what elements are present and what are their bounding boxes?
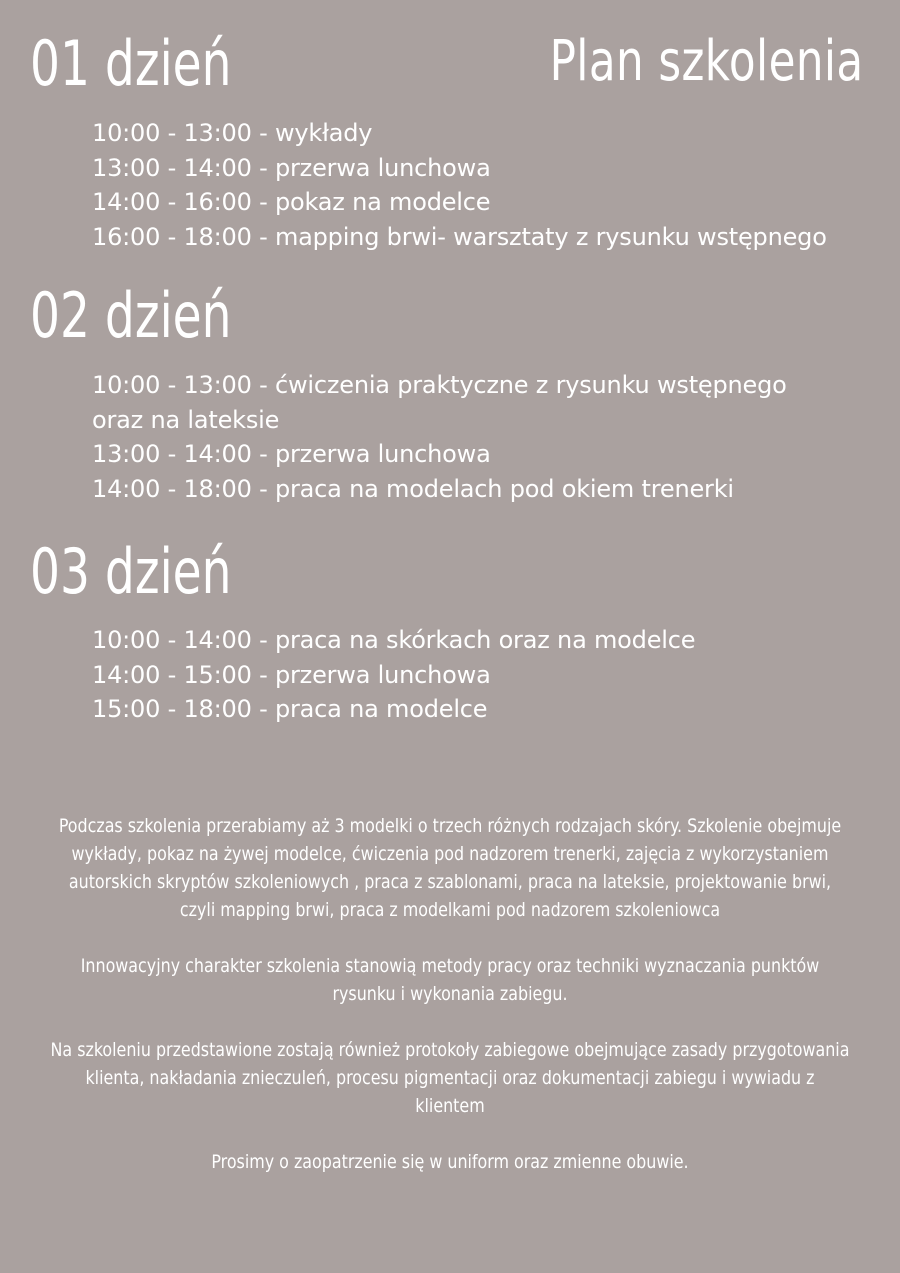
day-1-schedule: [92, 116, 882, 254]
schedule-item: 10:00 - 14:00 - praca na skórkach oraz na modelce: [92, 626, 696, 654]
training-notes: [20, 812, 880, 1204]
schedule-item: 14:00 - 16:00 - pokaz na modelce: [92, 188, 491, 216]
notes-paragraph-innovation: Innowacyjny charakter szkolenia stanowią metody pracy oraz techniki wyznaczania punktów rysunku i wykonania zabiegu.: [80, 955, 820, 1005]
schedule-item: 15:00 - 18:00 - praca na modelce: [92, 695, 488, 723]
schedule-item: 16:00 - 18:00 - mapping brwi- warsztaty z rysunku wstępnego: [92, 222, 827, 251]
schedule-item: 14:00 - 18:00 - praca na modelach pod okiem trenerki: [92, 474, 734, 503]
page-title: Plan szkolenia: [549, 29, 864, 94]
schedule-item: 13:00 - 14:00 - przerwa lunchowa: [92, 153, 491, 182]
schedule-item: 14:00 - 15:00 - przerwa lunchowa: [92, 660, 491, 689]
day-3-schedule: [92, 623, 882, 727]
day-3-heading: 03 dzień: [30, 535, 232, 608]
schedule-item: 13:00 - 14:00 - przerwa lunchowa: [92, 440, 491, 468]
schedule-item: 10:00 - 13:00 - wykłady: [92, 119, 373, 147]
notes-paragraph-description: Podczas szkolenia przerabiamy aż 3 modelki o trzech różnych rodzajach skóry. Szkolenie obejmuje wykłady, pokaz na żywej modelce, ćwiczenia pod nadzorem trenerki, zajęcia z wykorzystaniem autorskich skryptów szkoleniowych , praca z szablonami, praca na lateksie, projektowanie brwi, czyli mapping brwi, praca z modelkami pod nadzorem szkoleniowca: [58, 815, 842, 921]
day-2-heading: 02 dzień: [30, 279, 232, 352]
notes-paragraph-uniform: Prosimy o zaopatrzenie się w uniform oraz zmienne obuwie.: [211, 1151, 689, 1173]
day-1-heading: 01 dzień: [30, 27, 232, 100]
notes-paragraph-protocols: Na szkoleniu przedstawione zostają również protokoły zabiegowe obejmujące zasady przygotowania klienta, nakładania znieczuleń, procesu pigmentacji oraz dokumentacji zabiegu i wywiadu z klientem: [50, 1039, 850, 1117]
day-2-schedule: [92, 368, 832, 506]
schedule-item: 10:00 - 13:00 - ćwiczenia praktyczne z rysunku wstępnego oraz na lateksie: [92, 371, 787, 434]
